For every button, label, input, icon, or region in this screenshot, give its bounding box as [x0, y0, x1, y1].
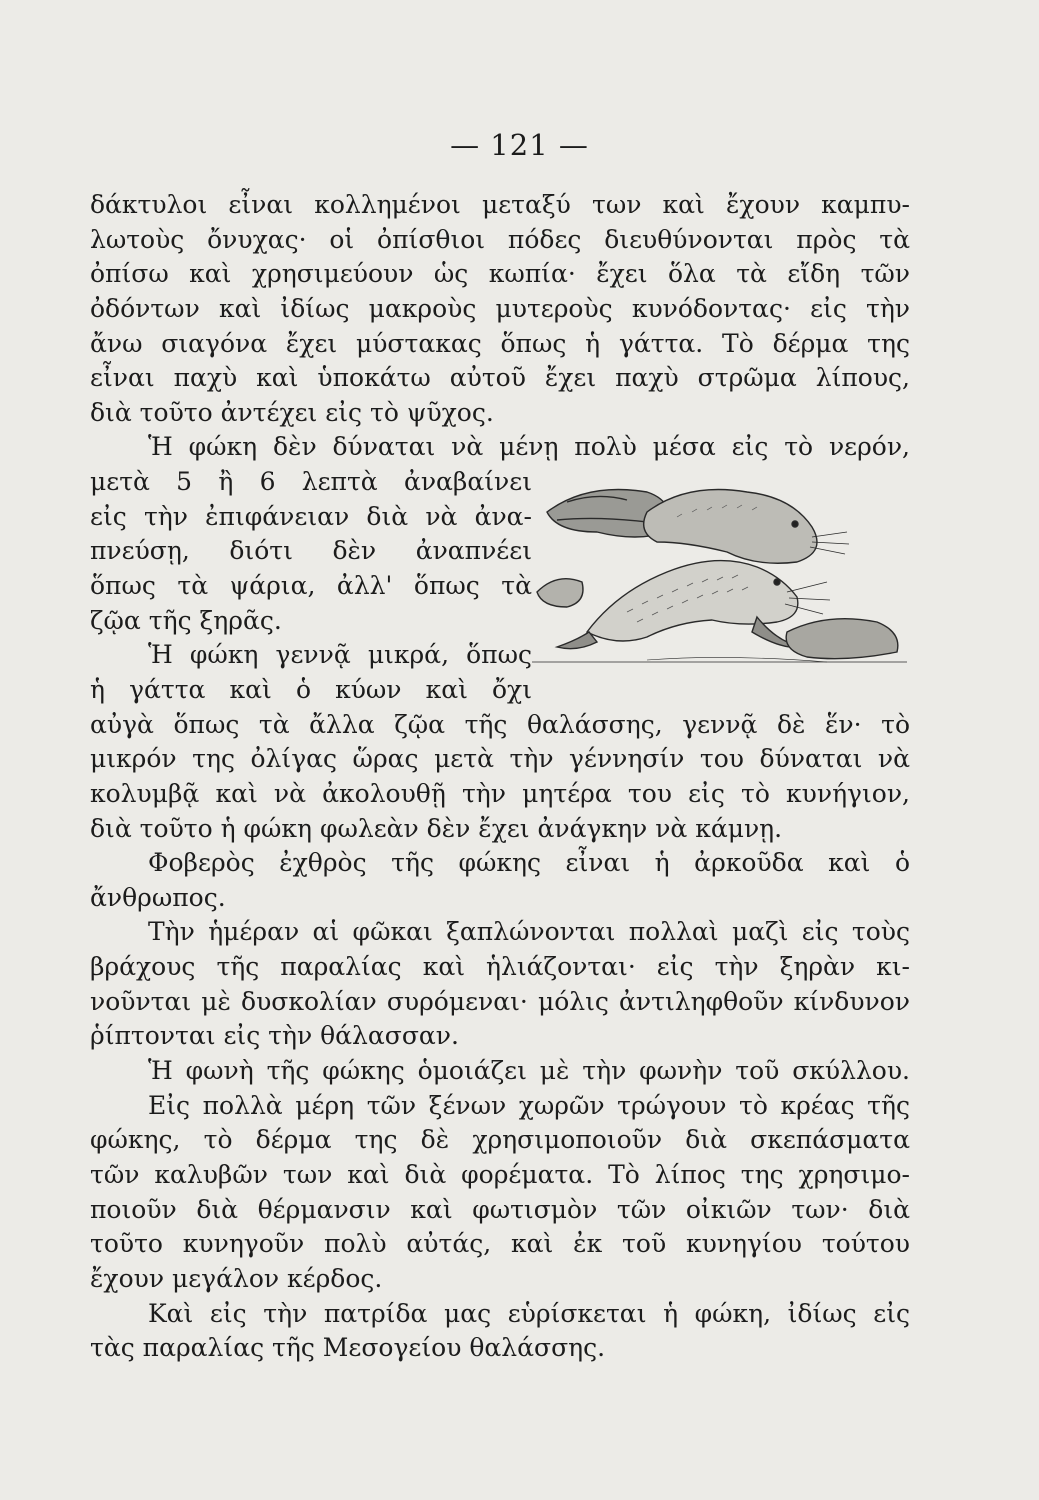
text-line: κολυμβᾷ καὶ νὰ ἀκολουθῇ τὴν μητέρα του εἰς τὸ κυνήγιον,	[90, 778, 910, 808]
text-line: διὰ τοῦτο ἡ φώκη φωλεὰν δὲν ἔχει ἀνάγκην νὰ κάμνῃ.	[90, 813, 783, 843]
text-line: δάκτυλοι εἶναι κολλημένοι μεταξύ των καὶ ἔχουν καμπυ-	[90, 190, 910, 219]
text-line: ποιοῦν διὰ θέρμανσιν καὶ φωτισμὸν τῶν οἰκιῶν των· διὰ	[90, 1194, 910, 1224]
text-line: ἄνω σιαγόνα ἔχει μύστακας ὅπως ἡ γάττα. Τὸ δέρμα της	[90, 328, 910, 358]
text-line: ὀπίσω καὶ χρησιμεύουν ὡς κωπία· ἔχει ὅλα τὰ εἴδη τῶν	[90, 259, 910, 289]
page-number: — 121 —	[450, 128, 589, 162]
text-line: ῥίπτονται εἰς τὴν θάλασσαν.	[90, 1021, 459, 1051]
text-line: εἶναι παχὺ καὶ ὑποκάτω αὐτοῦ ἔχει παχὺ στρῶμα λίπους,	[90, 363, 910, 393]
text-line: ἔχουν μεγάλον κέρδος.	[90, 1263, 383, 1293]
text-line: ζῷα τῆς ξηρᾶς.	[90, 605, 282, 635]
text-line: ὅπως τὰ ψάρια, ἀλλ' ὅπως τὰ	[90, 571, 532, 601]
text-line: τῶν καλυβῶν των καὶ διὰ φορέματα. Τὸ λίπος της χρησιμο-	[90, 1159, 910, 1189]
text-line: τοῦτο κυνηγοῦν πολὺ αὐτάς, καὶ ἐκ τοῦ κυνηγίου τούτου	[90, 1229, 910, 1259]
text-line: Ἡ φωνὴ τῆς φώκης ὁμοιάζει μὲ τὴν φωνὴν τοῦ σκύλλου.	[148, 1056, 910, 1086]
text-line: ὀδόντων καὶ ἰδίως μακροὺς μυτεροὺς κυνόδοντας· εἰς τὴν	[90, 293, 910, 323]
text-line: εἰς τὴν ἐπιφάνειαν διὰ νὰ ἀνα-	[90, 501, 532, 531]
text-line: αὐγὰ ὅπως τὰ ἄλλα ζῷα τῆς θαλάσσης, γεννᾷ δὲ ἕν· τὸ	[90, 709, 910, 739]
text-line: Ἡ φώκη γεννᾷ μικρά, ὅπως	[148, 640, 532, 670]
text-line: μετὰ 5 ἢ 6 λεπτὰ ἀναβαίνει	[90, 467, 532, 497]
text-line: Τὴν ἡμέραν αἱ φῶκαι ξαπλώνονται πολλαὶ μαζὶ εἰς τοὺς	[148, 917, 910, 947]
text-line: ἄνθρωπος.	[90, 882, 226, 912]
text-line: μικρόν της ὀλίγας ὥρας μετὰ τὴν γέννησίν του δύναται νὰ	[90, 744, 910, 774]
text-line: πνεύσῃ, διότι δὲν ἀναπνέει	[90, 536, 532, 566]
text-line: ἡ γάττα καὶ ὁ κύων καὶ ὄχι	[90, 674, 532, 704]
seal-illustration	[527, 472, 912, 672]
text-line: φώκης, τὸ δέρμα της δὲ χρησιμοποιοῦν διὰ σκεπάσματα	[90, 1125, 910, 1155]
text-line: νοῦνται μὲ δυσκολίαν συρόμεναι· μόλις ἀντιληφθοῦν κίνδυνον	[90, 986, 910, 1016]
text-line: Ἡ φώκη δὲν δύναται νὰ μένῃ πολὺ μέσα εἰς τὸ νερόν,	[148, 432, 910, 462]
text-line: Καὶ εἰς τὴν πατρίδα μας εὑρίσκεται ἡ φώκη, ἰδίως εἰς	[148, 1298, 910, 1328]
text-line: βράχους τῆς παραλίας καὶ ἡλιάζονται· εἰς τὴν ξηρὰν κι-	[90, 952, 910, 982]
text-line: διὰ τοῦτο ἀντέχει εἰς τὸ ψῦχος.	[90, 397, 494, 427]
text-line: Φοβερὸς ἐχθρὸς τῆς φώκης εἶναι ἡ ἀρκοῦδα καὶ ὁ	[148, 848, 910, 878]
body-text	[90, 188, 910, 1366]
text-line: λωτοὺς ὄνυχας· οἱ ὀπίσθιοι πόδες διευθύνονται πρὸς τὰ	[90, 224, 910, 254]
text-line: Εἰς πολλὰ μέρη τῶν ξένων χωρῶν τρώγουν τὸ κρέας τῆς	[148, 1090, 910, 1120]
text-line: τὰς παραλίας τῆς Μεσογείου θαλάσσης.	[90, 1333, 606, 1363]
